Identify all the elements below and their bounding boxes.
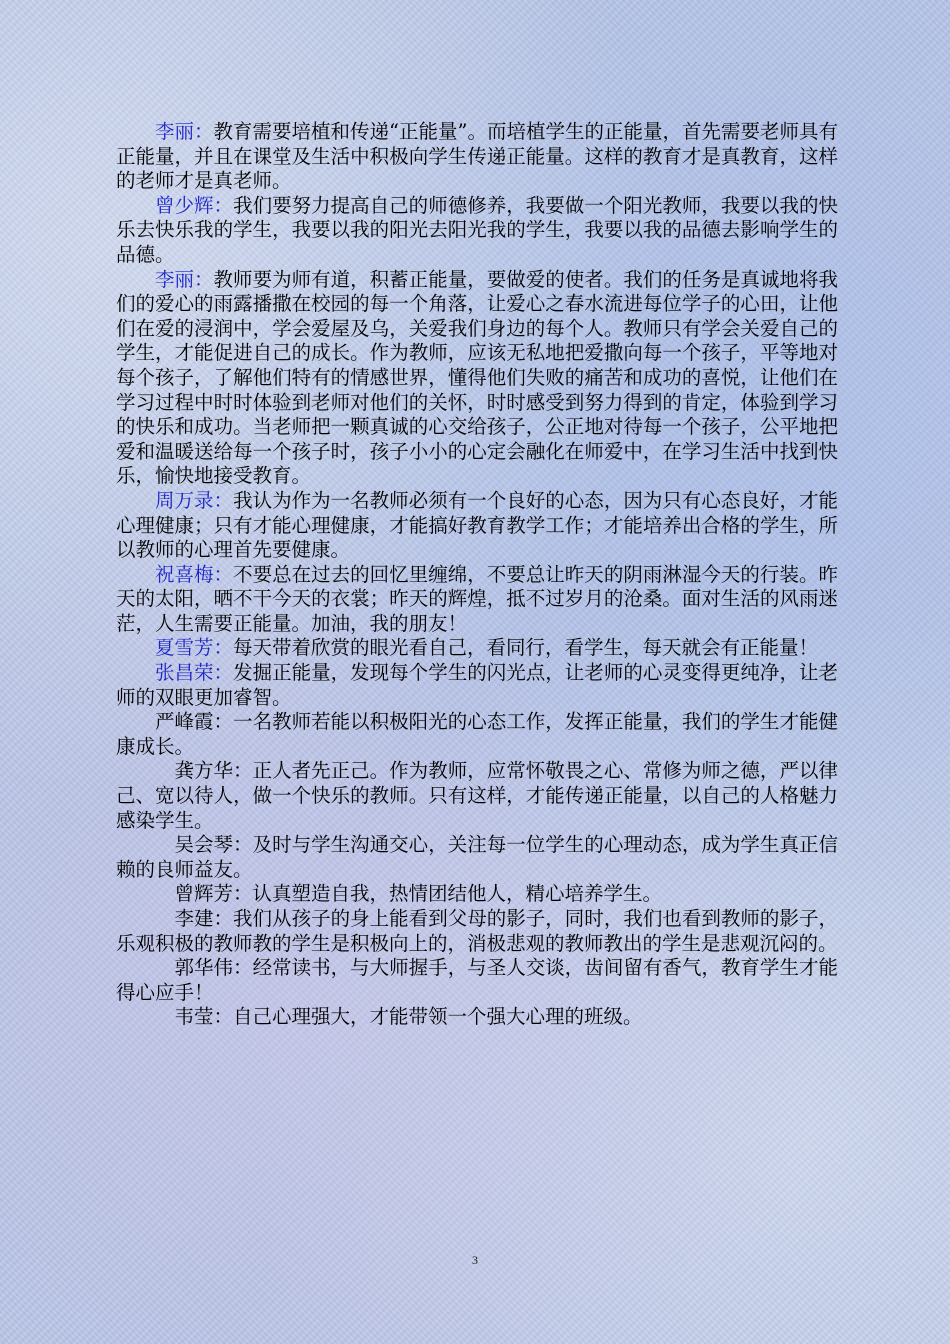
paragraph-text: 自己心理强大，才能带领一个强大心理的班级。: [233, 1005, 643, 1029]
speaker-name: 周万录：: [155, 488, 234, 512]
speaker-name: 吴会琴：: [174, 833, 253, 857]
paragraph-7: [116, 661, 838, 710]
paragraph-text: 经常读书，与大师握手，与圣人交谈，齿间留有香气，教育学生才能得心应手！: [116, 956, 838, 1004]
paragraph-text: 每天带着欣赏的眼光看自己，看同行，看学生，每天就会有正能量！: [233, 636, 819, 660]
speaker-name: 郭华伟：: [174, 956, 253, 980]
paragraph-text: 我们要努力提高自己的师德修养，我要做一个阳光教师，我要以我的快乐去快乐我的学生，我要以我的阳光去阳光我的学生，我要以我的品德去影响学生的品德。: [116, 193, 838, 266]
speaker-name: 曾辉芳：: [174, 882, 253, 906]
paragraph-12: [116, 907, 838, 956]
paragraph-11: [116, 882, 838, 907]
paragraph-5: [116, 563, 838, 637]
paragraph-6: [116, 636, 838, 661]
speaker-name: 祝喜梅：: [155, 562, 234, 586]
paragraph-3: [116, 268, 838, 489]
speaker-name: 龚方华：: [174, 759, 253, 783]
speaker-name: 韦莹：: [174, 1005, 234, 1029]
paragraph-8: [116, 710, 838, 759]
paragraph-text: 一名教师若能以积极阳光的心态工作，发挥正能量，我们的学生才能健康成长。: [116, 710, 838, 758]
paragraph-text: 教育需要培植和传递“正能量”。而培植学生的正能量，首先需要老师具有正能量，并且在课堂及生活中积极向学生传递正能量。这样的教育才是真教育，这样的老师才是真老师。: [116, 120, 838, 193]
speaker-name: 张昌荣：: [155, 661, 234, 685]
paragraph-14: [116, 1005, 838, 1030]
paragraph-text: 及时与学生沟通交心，关注每一位学生的心理动态，成为学生真正信赖的良师益友。: [116, 833, 838, 881]
paragraph-text: 认真塑造自我，热情团结他人，精心培养学生。: [252, 882, 663, 906]
speaker-name: 曾少辉：: [155, 193, 234, 217]
paragraph-9: [116, 759, 838, 833]
paragraph-text: 我们从孩子的身上能看到父母的影子，同时，我们也看到教师的影子，乐观积极的教师教的学生是积极向上的，消极悲观的教师教出的学生是悲观沉闷的。: [116, 907, 838, 955]
speaker-name: 夏雪芳：: [155, 636, 234, 660]
speaker-name: 李丽：: [155, 120, 214, 143]
paragraph-text: 教师要为师有道，积蓄正能量，要做爱的使者。我们的任务是真诚地将我们的爱心的雨露播撒在校园的每一个角落，让爱心之春水流进每位学子的心田，让他们在爱的浸润中，学会爱屋及乌，关爱我们身边的每个人。教师只有学会关爱自己的学生，才能促进自己的成长。作为教师，应该无私地把爱撒向每一个孩子，平等地对每个孩子，了解他们特有的情感世界，懂得他们失败的痛苦和成功的喜悦，让他们在学习过程中时时体验到老师对他们的关怀，时时感受到努力得到的肯定，体验到学习的快乐和成功。当老师把一颗真诚的心交给孩子，公正地对待每一个孩子，公平地把爱和温暖送给每一个孩子时，孩子小小的心定会融化在师爱中，在学习生活中找到快乐，愉快地接受教育。: [116, 267, 838, 488]
paragraph-13: [116, 956, 838, 1005]
paragraph-text: 不要总在过去的回忆里缠绵，不要总让昨天的阴雨淋湿今天的行装。昨天的太阳，晒不干今天的衣裳；昨天的辉煌，抵不过岁月的沧桑。面对生活的风雨迷茫，人生需要正能量。加油，我的朋友！: [116, 562, 838, 635]
paragraph-text: 正人者先正己。作为教师，应常怀敬畏之心、常修为师之德，严以律己、宽以待人，做一个快乐的教师。只有这样，才能传递正能量，以自己的人格魅力感染学生。: [116, 759, 838, 832]
paragraph-1: [116, 120, 838, 194]
page-number: 3: [472, 1253, 478, 1267]
paragraph-text: 发掘正能量，发现每个学生的闪光点，让老师的心灵变得更纯净，让老师的双眼更加睿智。: [116, 661, 838, 709]
paragraph-2: [116, 194, 838, 268]
paragraph-4: [116, 489, 838, 563]
document-body: [116, 120, 838, 1030]
speaker-name: 严峰霞：: [155, 710, 234, 734]
paragraph-10: [116, 833, 838, 882]
speaker-name: 李建：: [174, 907, 234, 930]
speaker-name: 李丽：: [155, 267, 214, 291]
paragraph-text: 我认为作为一名教师必须有一个良好的心态，因为只有心态良好，才能心理健康；只有才能心理健康，才能搞好教育教学工作；才能培养出合格的学生，所以教师的心理首先要健康。: [116, 488, 838, 562]
